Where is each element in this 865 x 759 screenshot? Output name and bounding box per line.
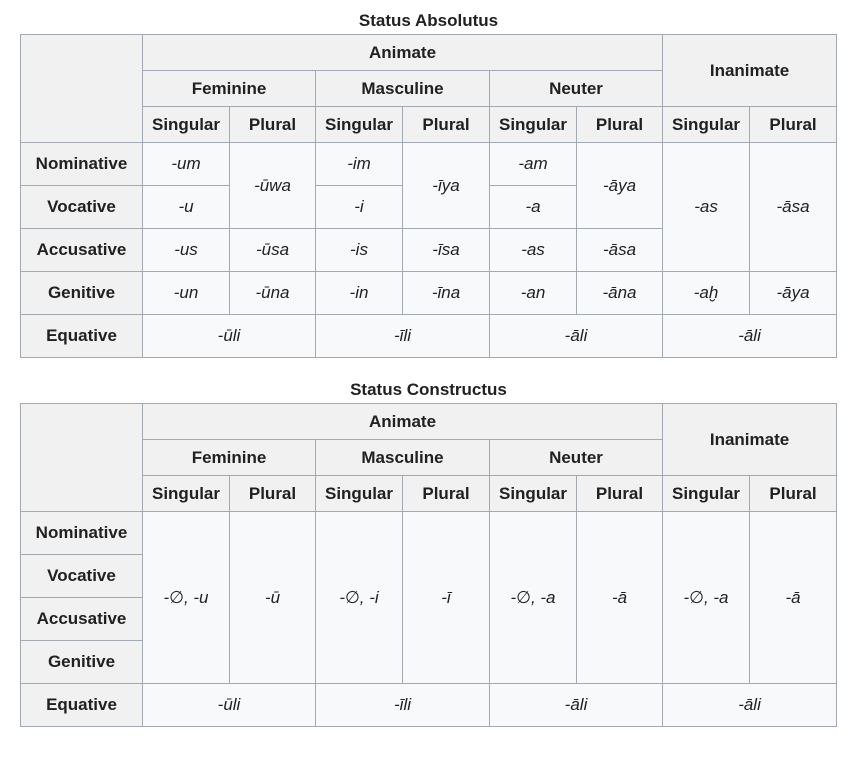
ending-cell: -āli [663,315,837,358]
status-absolutus-table [20,34,837,358]
ending-cell: -ūli [143,315,316,358]
ending-cell: -∅, -a [663,512,750,684]
header-feminine: Feminine [143,71,316,107]
ending-cell: -āya [750,272,837,315]
ending-cell: -āya [577,143,663,229]
ending-cell: -u [143,186,230,229]
ending-cell: -āsa [750,143,837,272]
case-vocative: Vocative [21,186,143,229]
status-constructus-section [20,377,837,727]
case-nominative: Nominative [21,512,143,555]
header-plural: Plural [577,107,663,143]
header-singular: Singular [316,107,403,143]
header-plural: Plural [577,476,663,512]
ending-cell: -īli [316,684,490,727]
ending-cell: -∅, -a [490,512,577,684]
status-constructus-table [20,403,837,727]
ending-cell: -ūwa [230,143,316,229]
ending-cell: -ī [403,512,490,684]
case-genitive: Genitive [21,641,143,684]
ending-cell: -ūsa [230,229,316,272]
ending-cell: -as [663,143,750,272]
header-neuter: Neuter [490,71,663,107]
header-animate: Animate [143,404,663,440]
ending-cell: -is [316,229,403,272]
header-plural: Plural [750,476,837,512]
header-singular: Singular [143,107,230,143]
ending-cell: -ā [577,512,663,684]
header-singular: Singular [663,107,750,143]
ending-cell: -i [316,186,403,229]
corner-cell [21,404,143,512]
header-plural: Plural [403,107,490,143]
ending-cell: -aḫ [663,272,750,315]
table-caption: Status Constructus [350,380,507,399]
ending-cell: -in [316,272,403,315]
corner-cell [21,35,143,143]
header-feminine: Feminine [143,440,316,476]
ending-cell: -us [143,229,230,272]
case-accusative: Accusative [21,598,143,641]
ending-cell: -am [490,143,577,186]
header-plural: Plural [403,476,490,512]
status-absolutus-section [20,8,837,358]
header-singular: Singular [316,476,403,512]
ending-cell: -īna [403,272,490,315]
ending-cell: -āli [490,684,663,727]
case-vocative: Vocative [21,555,143,598]
ending-cell: -um [143,143,230,186]
ending-cell: -īsa [403,229,490,272]
header-inanimate: Inanimate [663,404,837,476]
header-plural: Plural [750,107,837,143]
case-nominative: Nominative [21,143,143,186]
ending-cell: -īya [403,143,490,229]
ending-cell: -un [143,272,230,315]
header-plural: Plural [230,476,316,512]
header-singular: Singular [143,476,230,512]
ending-cell: -∅, -u [143,512,230,684]
ending-cell: -ūli [143,684,316,727]
ending-cell: -āna [577,272,663,315]
header-masculine: Masculine [316,71,490,107]
case-accusative: Accusative [21,229,143,272]
ending-cell: -āsa [577,229,663,272]
case-genitive: Genitive [21,272,143,315]
case-equative: Equative [21,684,143,727]
ending-cell: -īli [316,315,490,358]
header-plural: Plural [230,107,316,143]
ending-cell: -a [490,186,577,229]
ending-cell: -∅, -i [316,512,403,684]
header-animate: Animate [143,35,663,71]
ending-cell: -ū [230,512,316,684]
header-neuter: Neuter [490,440,663,476]
table-caption: Status Absolutus [358,11,499,30]
header-singular: Singular [663,476,750,512]
header-inanimate: Inanimate [663,35,837,107]
ending-cell: -im [316,143,403,186]
ending-cell: -an [490,272,577,315]
header-singular: Singular [490,476,577,512]
ending-cell: -as [490,229,577,272]
ending-cell: -āli [663,684,837,727]
ending-cell: -ā [750,512,837,684]
ending-cell: -āli [490,315,663,358]
ending-cell: -ūna [230,272,316,315]
header-masculine: Masculine [316,440,490,476]
case-equative: Equative [21,315,143,358]
header-singular: Singular [490,107,577,143]
